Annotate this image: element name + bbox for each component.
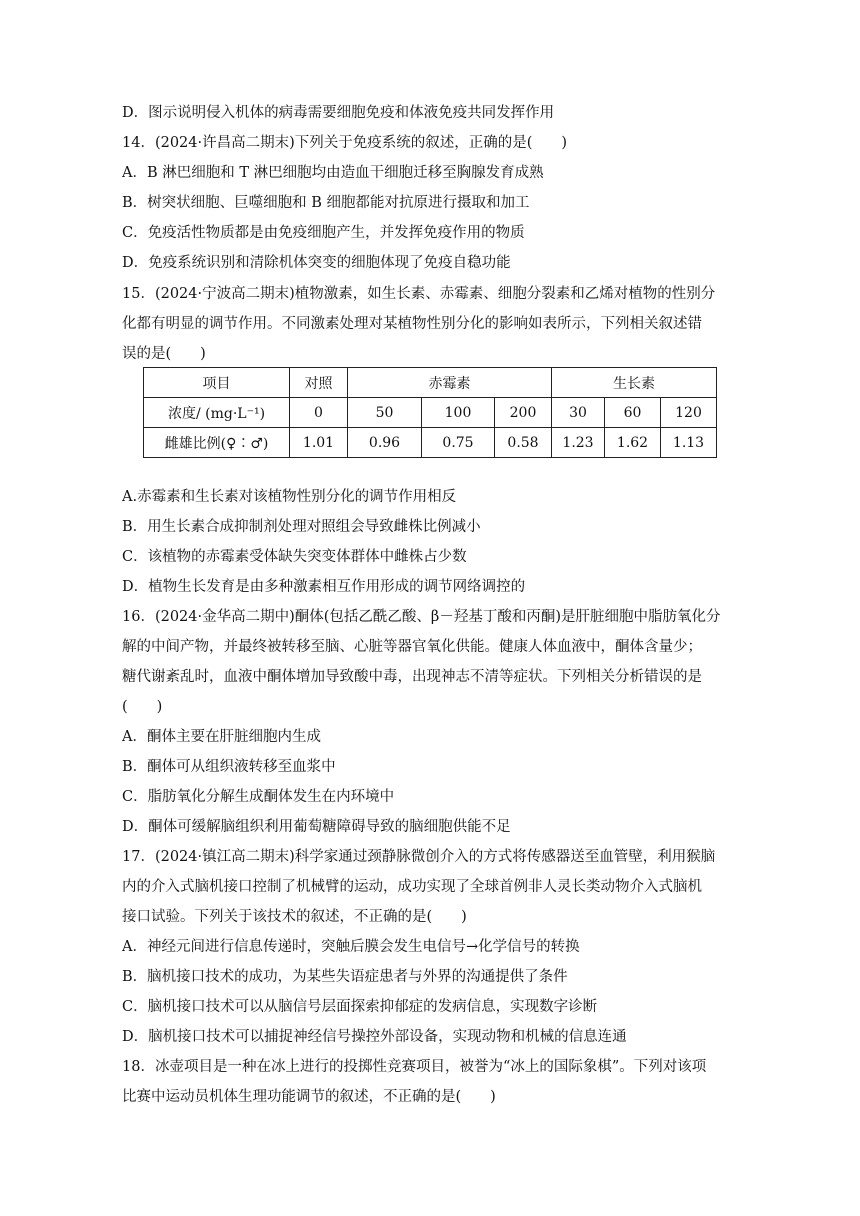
table-cell: 0: [290, 398, 348, 428]
table-label-concentration: 浓度/ (mg·L⁻¹): [144, 398, 290, 428]
table-header-item: 项目: [144, 368, 290, 398]
question-14-option-c: C．免疫活性物质都是由免疫细胞产生，并发挥免疫作用的物质: [122, 225, 525, 241]
table-row-sex-ratio: [144, 428, 717, 458]
table-header-row: [144, 368, 717, 398]
table-label-sex-ratio: 雌雄比例(♀∶♂): [144, 428, 290, 458]
question-17-stem-line-2: 内的介入式脑机接口控制了机械臂的运动，成功实现了全球首例非人灵长类动物介入式脑机: [122, 879, 702, 895]
question-16-option-b: B．酮体可从组织液转移至血浆中: [122, 759, 336, 775]
question-16-option-c: C．脂肪氧化分解生成酮体发生在内环境中: [122, 789, 395, 805]
question-15-option-c: C．该植物的赤霉素受体缺失突变体群体中雌株占少数: [122, 549, 467, 565]
question-17-stem-line-1: 17．(2024·镇江高二期末)科学家通过颈静脉微创介入的方式将传感器送至血管壁，利用猴脑: [122, 849, 716, 865]
table-cell: 0.75: [422, 428, 495, 458]
table-header-gibberellin: 赤霉素: [348, 368, 552, 398]
question-16-option-a: A．酮体主要在肝脏细胞内生成: [122, 729, 321, 745]
question-15-stem-line-3: 误的是( ): [122, 346, 206, 362]
question-16-option-d: D．酮体可缓解脑组织利用葡萄糖障碍导致的脑细胞供能不足: [122, 819, 511, 835]
table-cell: 30: [552, 398, 605, 428]
question-15-stem-line-2: 化都有明显的调节作用。不同激素处理对某植物性别分化的影响如表所示，下列相关叙述错: [122, 316, 702, 332]
question-14-option-b: B．树突状细胞、巨噬细胞和 B 细胞都能对抗原进行摄取和加工: [122, 195, 530, 211]
table-row-concentration: [144, 398, 717, 428]
question-16-stem-line-4: ( ): [122, 699, 163, 715]
text-line-q13-option-d: D．图示说明侵入机体的病毒需要细胞免疫和体液免疫共同发挥作用: [122, 105, 555, 121]
question-14-option-d: D．免疫系统识别和清除机体突变的细胞体现了免疫自稳功能: [122, 255, 511, 271]
table-cell: 0.96: [348, 428, 422, 458]
hormone-sex-ratio-table: [143, 367, 717, 458]
table-cell: 1.01: [290, 428, 348, 458]
table-cell: 1.23: [552, 428, 605, 458]
table-cell: 120: [661, 398, 717, 428]
table-cell: 200: [495, 398, 552, 428]
question-15-stem-line-1: 15．(2024·宁波高二期末)植物激素，如生长素、赤霉素、细胞分裂素和乙烯对植物的性别分: [122, 286, 716, 302]
question-17-stem-line-3: 接口试验。下列关于该技术的叙述，不正确的是( ): [122, 909, 467, 925]
question-18-stem-line-1: 18．冰壶项目是一种在冰上进行的投掷性竞赛项目，被誉为“冰上的国际象棋”。下列对该项: [122, 1059, 707, 1075]
question-14-option-a: A．B 淋巴细胞和 T 淋巴细胞均由造血干细胞迁移至胸腺发育成熟: [122, 165, 544, 181]
table-cell: 0.58: [495, 428, 552, 458]
question-17-option-c: C．脑机接口技术可以从脑信号层面探索抑郁症的发病信息，实现数字诊断: [122, 999, 598, 1015]
question-16-stem-line-3: 糖代谢紊乱时，血液中酮体增加导致酸中毒，出现神志不清等症状。下列相关分析错误的是: [122, 669, 702, 685]
question-17-option-d: D．脑机接口技术可以捕捉神经信号操控外部设备，实现动物和机械的信息连通: [122, 1029, 627, 1045]
question-18-stem-line-2: 比赛中运动员机体生理功能调节的叙述，不正确的是( ): [122, 1089, 496, 1105]
question-17-option-b: B．脑机接口技术的成功，为某些失语症患者与外界的沟通提供了条件: [122, 969, 568, 985]
table-cell: 50: [348, 398, 422, 428]
question-15-option-b: B．用生长素合成抑制剂处理对照组会导致雌株比例减小: [122, 519, 481, 535]
question-16-stem-line-1: 16．(2024·金华高二期中)酮体(包括乙酰乙酸、β－羟基丁酸和丙酮)是肝脏细胞中脂肪氧化分: [122, 609, 721, 625]
question-14-stem: 14．(2024·许昌高二期末)下列关于免疫系统的叙述，正确的是( ): [122, 135, 568, 151]
table-cell: 1.62: [605, 428, 661, 458]
table-header-control: 对照: [290, 368, 348, 398]
table-cell: 100: [422, 398, 495, 428]
table-cell: 60: [605, 398, 661, 428]
table-header-auxin: 生长素: [552, 368, 717, 398]
question-17-option-a: A．神经元间进行信息传递时，突触后膜会发生电信号→化学信号的转换: [122, 939, 580, 955]
table-cell: 1.13: [661, 428, 717, 458]
question-15-option-a: A.赤霉素和生长素对该植物性别分化的调节作用相反: [122, 489, 457, 505]
question-15-option-d: D．植物生长发育是由多种激素相互作用形成的调节网络调控的: [122, 579, 526, 595]
question-16-stem-line-2: 解的中间产物，并最终被转移至脑、心脏等器官氧化供能。健康人体血液中，酮体含量少；: [122, 639, 702, 655]
